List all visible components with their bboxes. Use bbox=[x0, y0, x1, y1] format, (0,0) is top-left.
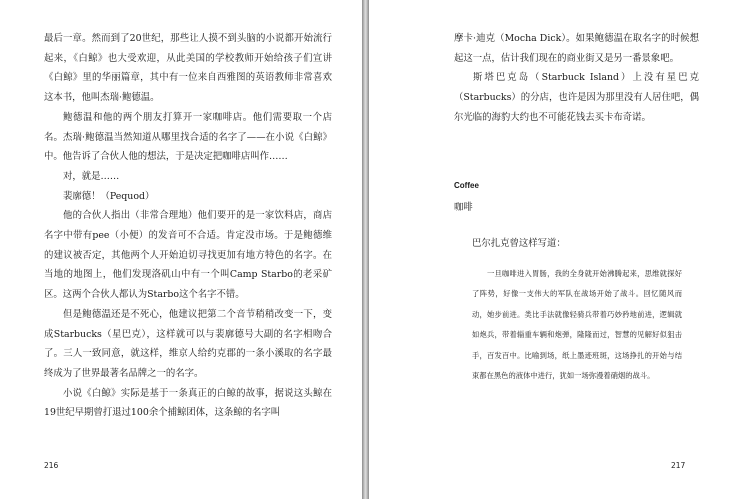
left-page-body bbox=[44, 29, 332, 423]
paragraph: 最后一章。然而到了20世纪，那些让人摸不到头脑的小说都开始流行起来，《白鲸》也大受欢迎，从此美国的学校教师开始给孩子们宣讲《白鲸》里的华丽篇章，其中有一位来自西雅图的英语教师非常喜欢这本书，他叫杰瑞·鲍德温。 bbox=[44, 33, 332, 104]
page-number-left: 216 bbox=[44, 461, 59, 470]
quote-intro: 巴尔扎克曾这样写道： bbox=[472, 238, 566, 249]
book-gutter bbox=[362, 0, 369, 499]
paragraph: 摩卡·迪克（Mocha Dick）。如果鲍德温在取名字的时候想起这一点，估计我们现在的商业街又是另一番景象吧。 bbox=[454, 33, 699, 64]
paragraph: 一旦咖啡进入胃肠，我的全身就开始沸腾起来，思维就探好了阵势，好像一支伟大的军队在战场开始了战斗。回忆随风而动，她步前进。类比手法就像轻骑兵带着巧妙矜地前进，逻辑就如炮兵，带着辎重车辆和炮弹，隆隆而过，智慧的见解好似狙击手，百发百中。比喻到场，纸上墨迹班斑，这场挣扎的开始与结束都在黑色的液体中进行，犹如一场弥漫着硝烟的战斗。 bbox=[472, 269, 682, 381]
paragraph: 鲍德温和他的两个朋友打算开一家咖啡店。他们需要取一个店名。杰瑞·鲍德温当然知道从哪里找合适的名字了——在小说《白鲸》中。他告诉了合伙人他的想法，于是决定把咖啡店叫作…… bbox=[44, 111, 332, 163]
paragraph: 对，就是…… bbox=[63, 170, 120, 182]
section-title-english: Coffee bbox=[454, 181, 479, 190]
right-page bbox=[369, 0, 730, 499]
paragraph: 小说《白鲸》实际是基于一条真正的白鲸的故事，据说这头鲸在19世纪早期曾打退过100余个捕鲸团体，这条鲸的名字叫 bbox=[44, 387, 332, 419]
section-title-chinese: 咖啡 bbox=[454, 202, 473, 213]
right-page-body bbox=[454, 29, 699, 128]
left-page bbox=[0, 0, 362, 499]
balzac-quote bbox=[472, 264, 682, 386]
paragraph: 但是鲍德温还是不死心，他建议把第二个音节稍稍改变一下，变成Starbucks（星巴克），这样就可以与裴廓德号大副的名字相吻合了。三人一致同意，就这样，维京人给约克郡的一条小溪取的名字最终成为了世界最著名品牌之一的名字。 bbox=[44, 308, 332, 379]
paragraph: 斯塔巴克岛（Starbuck Island）上没有星巴克（Starbucks）的分店，也许是因为那里没有人居住吧，偶尔光临的海豹大约也不可能花钱去买卡布奇诺。 bbox=[454, 72, 699, 123]
paragraph: 裴廓德！（Pequod） bbox=[63, 190, 155, 202]
page-number-right: 217 bbox=[671, 461, 686, 470]
paragraph: 他的合伙人指出（非常合理地）他们要开的是一家饮料店，商店名字中带有pee（小便）的发音可不合适。肯定没市场。于是鲍德维的建议被否定，其他两个人开始迫切寻找更加有地方特色的名字。在当地的地图上，他们发现洛矶山中有一个叫Camp Starbo的老采矿区。这两个合伙人都认为Starbo这个名字不错。 bbox=[44, 210, 332, 301]
